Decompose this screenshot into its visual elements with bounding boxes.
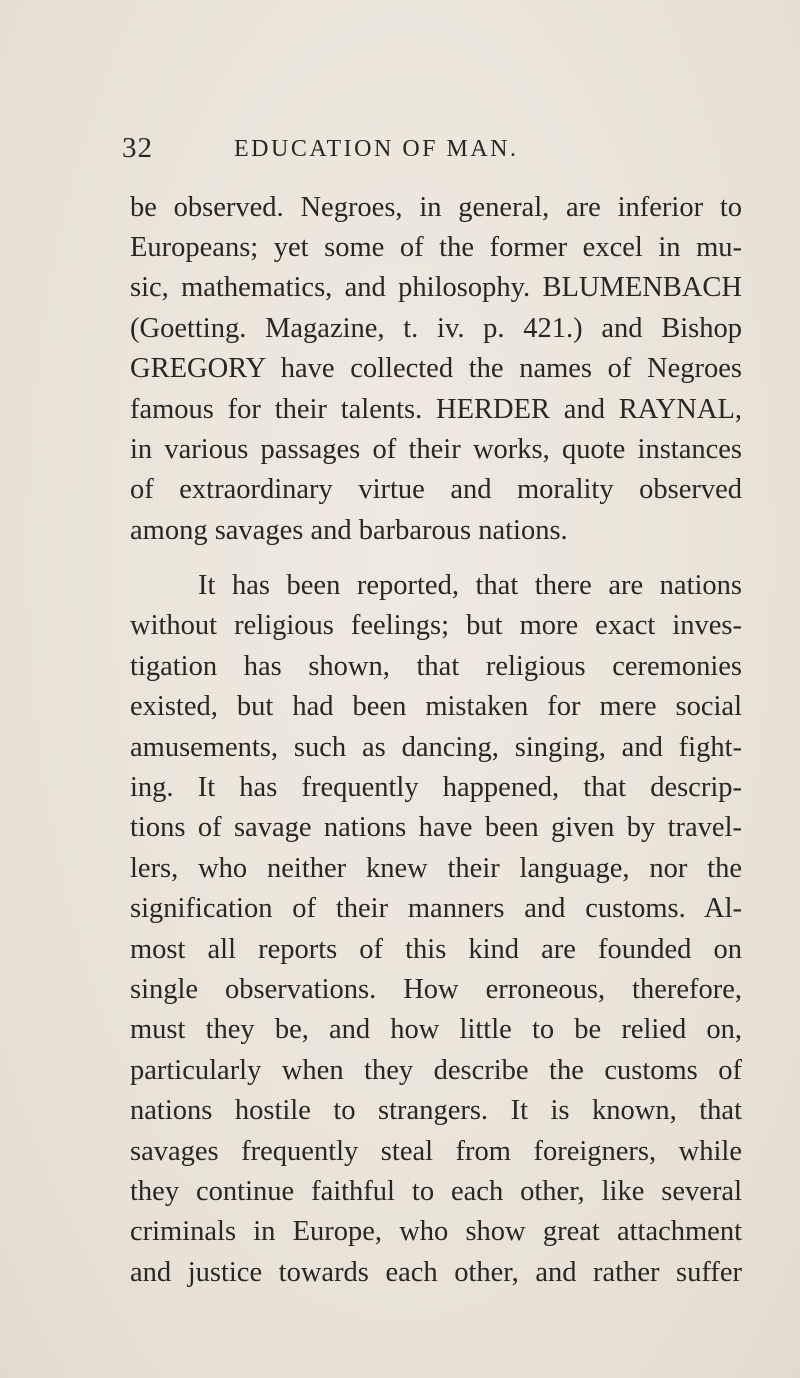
text-line: must they be, and how little to be relied on, [130,1014,742,1045]
text-line: they continue faithful to each other, like several [130,1176,742,1207]
text-line: among savages and barbarous nations. [130,515,568,546]
text-line: most all reports of this kind are founded on [130,934,742,965]
text-line: famous for their talents. HERDER and RAYNAL, [130,394,742,425]
text-line: without religious feelings; but more exact inves- [130,610,742,641]
text-line: Europeans; yet some of the former excel in mu- [130,232,742,263]
text-line: ing. It has frequently happened, that descrip- [130,772,742,803]
text-line: and justice towards each other, and rather suffer [130,1257,742,1288]
text-line: It has been reported, that there are nations [198,570,742,601]
text-line: amusements, such as dancing, singing, and fight- [130,732,742,763]
text-line: tigation has shown, that religious ceremonies [130,651,742,682]
text-line: GREGORY have collected the names of Negroes [130,353,742,384]
running-head [122,132,742,172]
text-line: signification of their manners and customs. Al- [130,893,742,924]
text-line: single observations. How erroneous, therefore, [130,974,742,1005]
page-number: 32 [122,132,153,164]
text-line: of extraordinary virtue and morality observed [130,474,742,505]
text-line: particularly when they describe the customs of [130,1055,742,1086]
text-line: in various passages of their works, quote instances [130,434,742,465]
text-line: be observed. Negroes, in general, are inferior to [130,192,742,223]
running-title: EDUCATION OF MAN. [234,136,519,162]
text-line: savages frequently steal from foreigners, while [130,1136,742,1167]
text-line: sic, mathematics, and philosophy. BLUMENBACH [130,272,742,303]
text-line: existed, but had been mistaken for mere social [130,691,742,722]
text-line: tions of savage nations have been given by travel- [130,812,742,843]
text-line: nations hostile to strangers. It is known, that [130,1095,742,1126]
text-line: criminals in Europe, who show great attachment [130,1216,742,1247]
text-line: (Goetting. Magazine, t. iv. p. 421.) and Bishop [130,313,742,344]
text-line: lers, who neither knew their language, nor the [130,853,742,884]
